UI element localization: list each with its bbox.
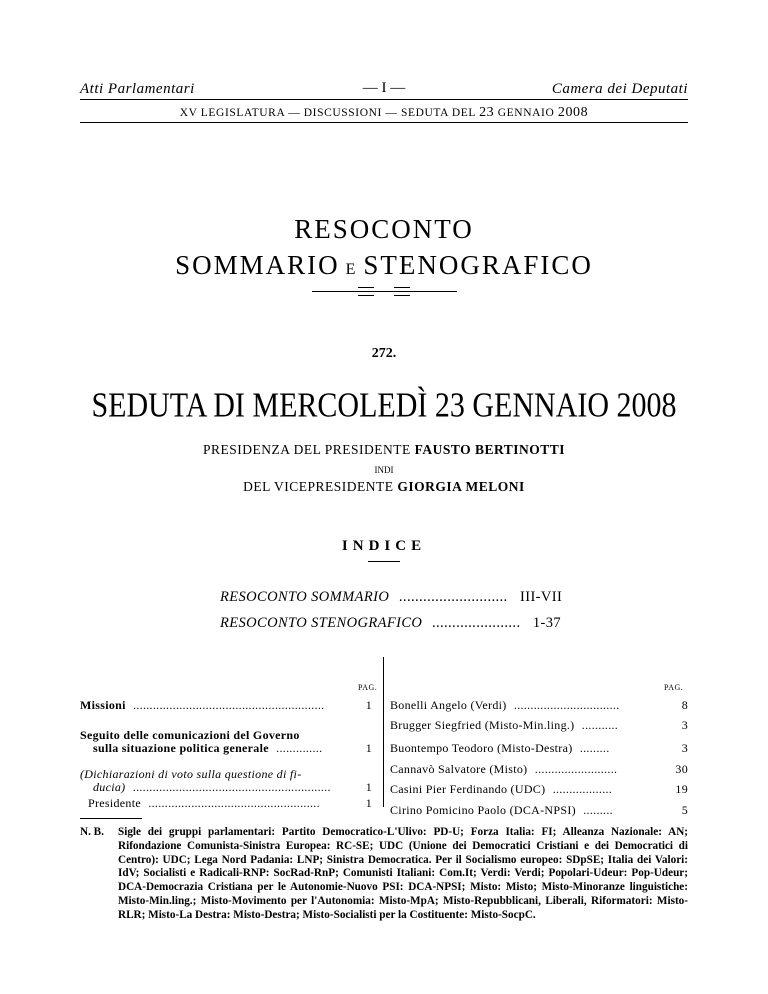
presidency-line2 [0,479,768,495]
subtitle-divider [80,122,688,123]
footnote [80,826,688,923]
index-entry-dots: ...................... [432,615,521,631]
title-word-stenografico: STENOGRAFICO [363,250,593,280]
entry-dots: .................................................... [148,796,320,810]
header-left: Atti Parlamentari [80,81,195,97]
note-divider [80,818,142,819]
index-entry-sommario[interactable] [220,589,562,606]
header-right: Camera dei Deputati [551,81,688,97]
column-separator [383,657,384,807]
entry-title-cont: ducia) [93,780,126,794]
speaker-name: Brugger Siegfried (Misto-Min.ling.) [390,718,575,732]
entry-page: 3 [681,741,688,755]
presidency-prefix: PRESIDENZA DEL PRESIDENTE [202,442,411,457]
entry-page: 8 [681,698,688,712]
header-divider [80,99,688,100]
index-entry-label: RESOCONTO STENOGRAFICO [220,615,423,631]
list-item[interactable] [390,698,688,713]
entry-dots: ......... [583,803,613,817]
index-entry-stenografico[interactable] [220,615,561,632]
speaker-name: Cirino Pomicino Paolo (DCA-NPSI) [390,803,576,817]
list-item[interactable] [390,718,688,733]
entry-page: 1 [365,780,372,794]
list-item[interactable] [80,698,372,713]
title-word-sommario: SOMMARIO [175,250,340,280]
entry-dots: ................................ [513,698,620,712]
index-entry-pages: III-VII [520,589,563,605]
entry-dots: ......... [579,741,610,755]
subtitle-day: 23 [479,105,495,120]
list-item-continuation[interactable] [93,741,372,756]
list-item[interactable] [390,782,688,797]
index-entry-dots: ........................... [399,589,508,605]
list-item[interactable] [390,762,688,777]
index-title: INDICE [341,538,427,554]
subtitle-month: GENNAIO [497,107,555,119]
vicepresident-name: GIORGIA MELONI [397,479,525,494]
entry-dots: .......................................................... [133,698,325,712]
entry-page: 19 [675,782,688,796]
list-item-continuation[interactable] [93,780,372,795]
entry-dots: ......................... [534,762,618,776]
entry-dots: ............................................................ [132,780,331,794]
entry-page: 1 [365,796,372,810]
speaker-name: Casini Pier Ferdinando (UDC) [390,782,546,796]
seduta-title: SEDUTA DI MERCOLEDÌ 23 GENNAIO 2008 [91,386,677,425]
entry-dots: ........... [581,718,619,732]
pag-label-right: PAG. [664,683,684,692]
subtitle-prefix: XV LEGISLATURA — DISCUSSIONI — SEDUTA DEL [179,107,476,119]
vicepresidency-prefix: DEL VICEPRESIDENTE [243,479,394,494]
document-title-line1: RESOCONTO [294,214,474,244]
entry-page: 30 [675,762,688,776]
entry-page: 1 [365,741,372,755]
session-number: 272. [371,346,397,361]
entry-title: Seguito delle comunicazioni del Governo [80,728,300,742]
subtitle-year: 2008 [557,105,589,120]
index-entry-label: RESOCONTO SOMMARIO [220,589,390,605]
document-title-line2 [0,250,768,281]
entry-title: Presidente [88,796,141,810]
list-item[interactable] [88,796,372,811]
entry-title: Missioni [80,698,126,712]
entry-dots: .............. [276,741,323,755]
entry-title-cont: sulla situazione politica generale [93,741,269,755]
entry-page: 3 [681,718,688,732]
title-word-e: E [345,261,358,278]
entry-title: (Dichiarazioni di voto sulla questione di fi- [80,767,302,781]
speaker-name: Cannavò Salvatore (Misto) [390,762,528,776]
list-item[interactable] [390,803,688,818]
speaker-name: Bonelli Angelo (Verdi) [390,698,507,712]
index-entry-pages: 1-37 [532,615,562,631]
header-subtitle [0,105,768,121]
presidency-line1 [0,442,768,458]
list-item[interactable] [390,741,688,756]
footnote-label: N. B. [80,826,104,838]
entry-dots: .................. [552,782,613,796]
speaker-name: Buontempo Teodoro (Misto-Destra) [390,741,573,755]
presidency-indi: INDI [374,465,394,475]
pag-label-left: PAG. [358,683,378,692]
entry-page: 5 [681,803,688,817]
index-underline [368,561,400,562]
entry-page: 1 [365,698,372,712]
page-number-roman: — I — [362,80,406,96]
footnote-text: Sigle dei gruppi parlamentari: Partito Democratico-L'Ulivo: PD-U; Forza Italia: FI; Alleanza Nazionale: AN; Rifondazione Comunista-Sinistra Europea: RC-SE; UDC (Unione dei Democratici Cristiani e dei Democratici di Centro): UDC; Lega Nord Padania: LNP; Sinistra Democratica. Per il Socialismo europeo: SDpSE; Italia dei Valori: IdV; Socialisti e Radicali-RNP: SocRad-RnP; Comunisti Italiani: Com.It; Verdi: Verdi; Popolari-Udeur: Pop-Udeur; DCA-Democrazia Cristiana per le Autonomie-Nuovo PSI: DCA-NPSI; Misto: Misto; Misto-Minoranze linguistiche: Misto-Min.ling.; Misto-Movimento per l'Autonomia: Misto-MpA; Misto-Repubblicani, Liberali, Riformatori: Misto-RLR; Misto-La Destra: Misto-Destra; Misto-Socialisti per la Costituente: Misto-SocpC. [118,826,688,921]
president-name: FAUSTO BERTINOTTI [414,442,566,457]
